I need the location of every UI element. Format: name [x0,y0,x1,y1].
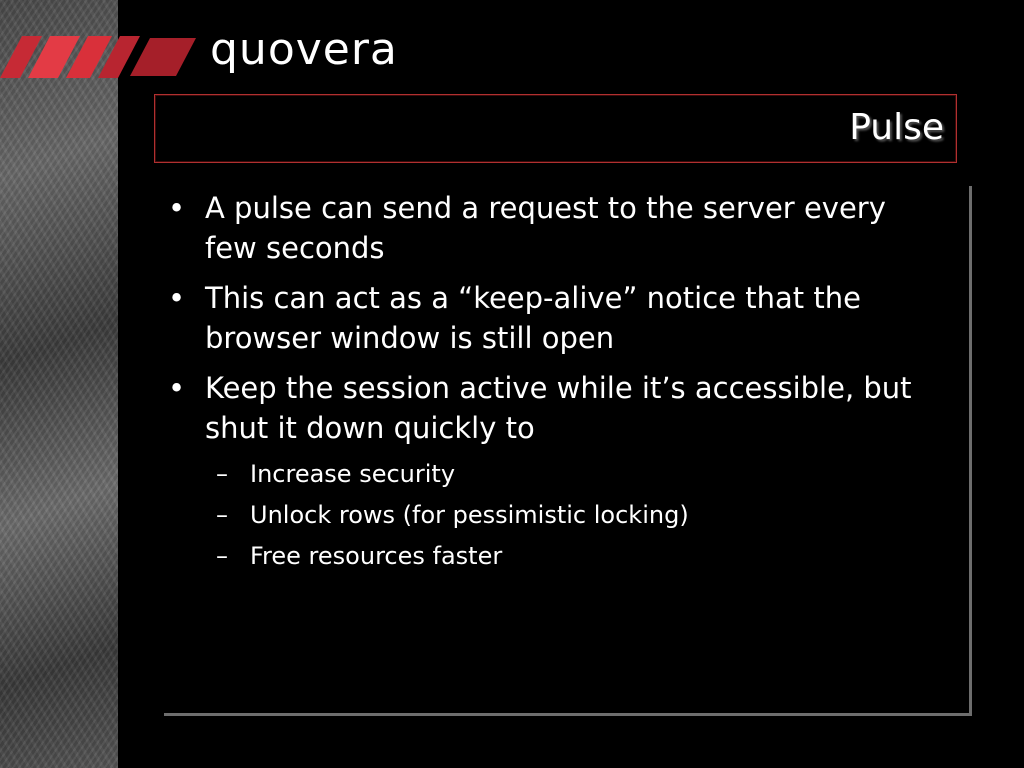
quovera-logo: quovera [210,24,398,75]
bullet-text: Keep the session active while it’s accessible, but shut it down quickly to [205,371,912,445]
sub-bullet-text: Free resources faster [250,542,503,570]
sub-bullet-marker: – [216,542,228,570]
sub-bullet-item [168,499,928,531]
bullet-text: This can act as a “keep-alive” notice that the browser window is still open [205,281,861,355]
red-stripes-graphic [0,36,200,78]
sub-bullet-text: Increase security [250,460,456,488]
bullet-list [168,188,928,581]
bullet-text: A pulse can send a request to the server every few seconds [205,191,886,265]
sub-bullet-text: Unlock rows (for pessimistic locking) [250,501,689,529]
sub-bullet-item [168,540,928,572]
title-frame [154,94,957,163]
bullet-marker: • [168,371,186,405]
slide-title: Pulse [849,107,944,148]
texture-panel [0,0,118,768]
bullet-marker: • [168,281,186,315]
bullet-item [168,188,928,268]
sub-bullet-marker: – [216,501,228,529]
sub-bullet-item [168,458,928,490]
sub-bullet-marker: – [216,460,228,488]
bullet-item [168,368,928,448]
bullet-item [168,278,928,358]
bullet-marker: • [168,191,186,225]
